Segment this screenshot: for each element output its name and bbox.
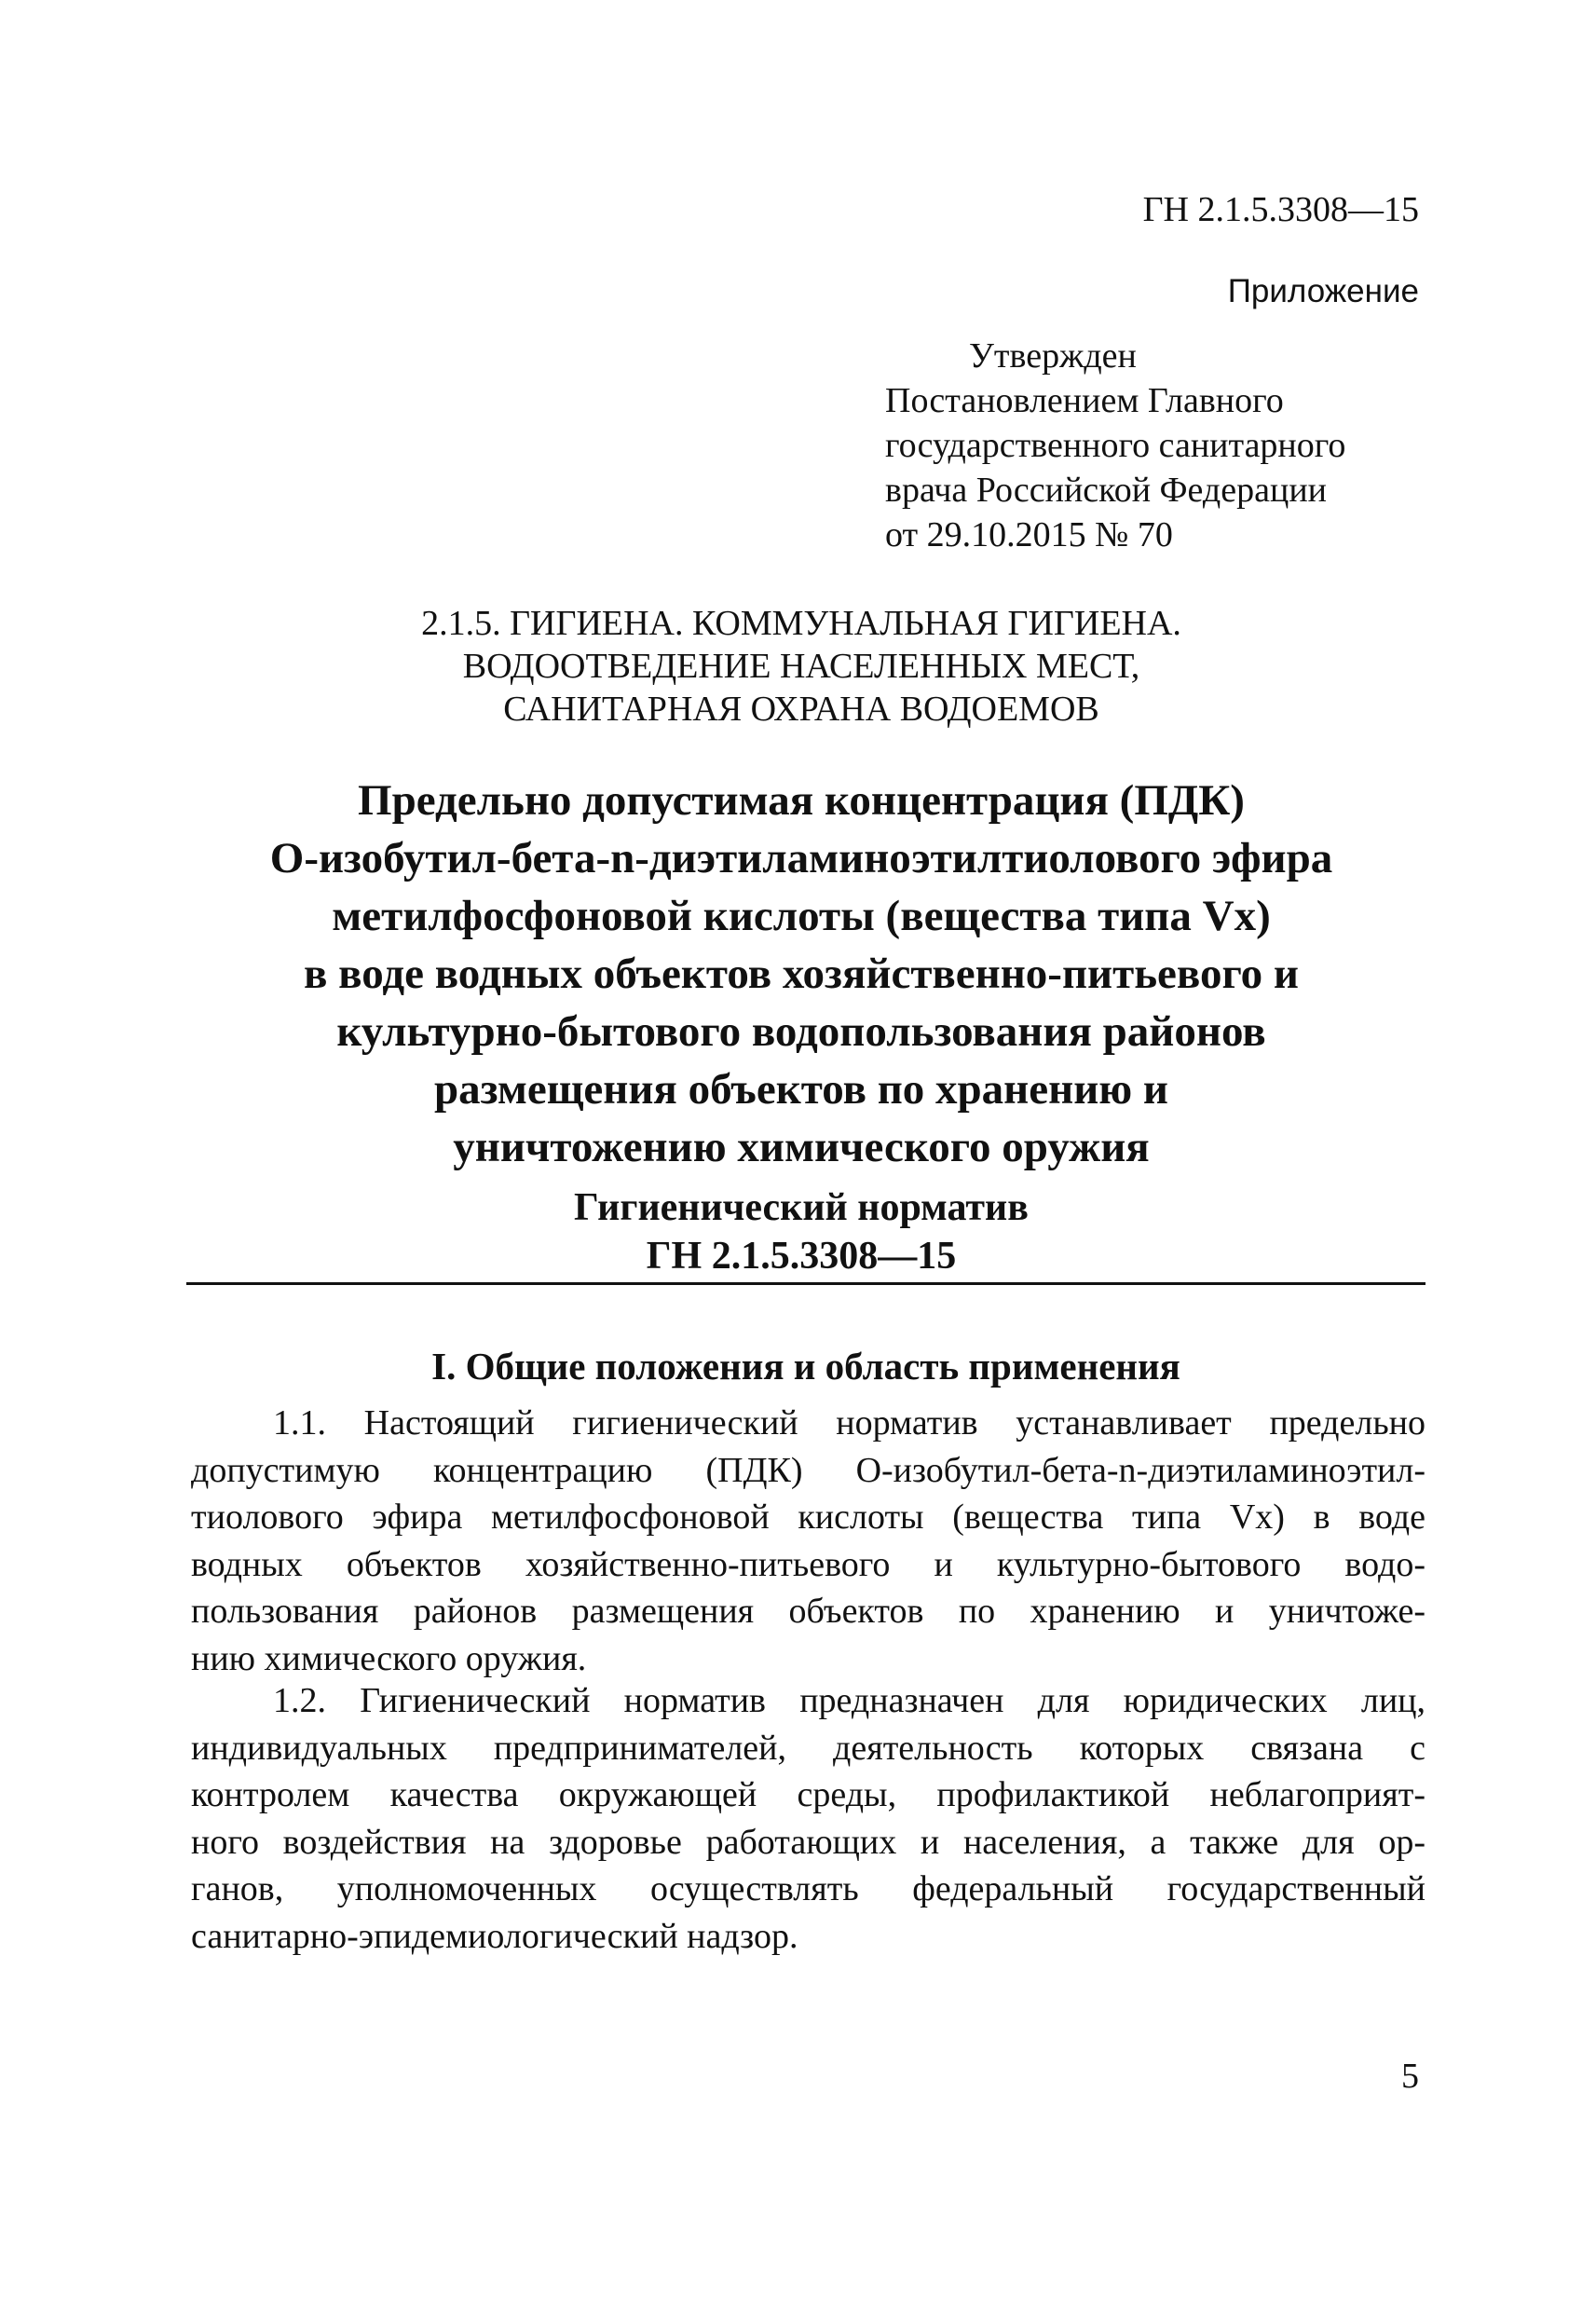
paragraph-line: 1.1. Настоящий гигиенический норматив устанавливает предельно (273, 1403, 1425, 1443)
paragraph-line: индивидуальных предпринимателей, деятельность которых связана с (191, 1728, 1425, 1768)
title-line: Предельно допустимая концентрация (ПДК) (358, 776, 1245, 825)
section-heading (186, 602, 1416, 731)
title-line: О-изобутил-бета-n-диэтиламиноэтилтиолового эфира (269, 834, 1333, 882)
title-line: размещения объектов по хранению и (433, 1065, 1169, 1114)
title-line: уничтожению химического оружия (453, 1123, 1150, 1171)
appendix-label: Приложение (1227, 273, 1419, 309)
title-line: культурно-бытового водопользования районов (336, 1007, 1266, 1056)
page-number: 5 (1401, 2057, 1419, 2096)
paragraph-line: ганов, уполномоченных осуществлять федеральный государственный (191, 1869, 1425, 1908)
approval-line: государственного санитарного (885, 426, 1346, 465)
approval-line: от 29.10.2015 № 70 (885, 515, 1173, 554)
norm-type-label: Гигиенический норматив (574, 1186, 1029, 1229)
paragraph-line: санитарно-эпидемиологический надзор. (191, 1916, 798, 1956)
paragraph-line: пользования районов размещения объектов по хранению и уничтоже- (191, 1592, 1425, 1631)
horizontal-divider (186, 1282, 1425, 1285)
title-line: метилфосфоновой кислоты (вещества типа Vx) (332, 892, 1271, 940)
section-heading-line: 2.1.5. ГИГИЕНА. КОММУНАЛЬНАЯ ГИГИЕНА. (421, 604, 1181, 643)
paragraph-line: водных объектов хозяйственно-питьевого и культурно-бытового водо- (191, 1544, 1425, 1584)
section-title: I. Общие положения и область применения (431, 1345, 1180, 1388)
document-code-header: ГН 2.1.5.3308—15 (1142, 190, 1419, 229)
approval-block (885, 334, 1444, 557)
paragraph-line: нию химического оружия. (191, 1638, 587, 1678)
document-title (186, 772, 1416, 1176)
paragraph-line: тиолового эфира метилфосфоновой кислоты (вещества типа Vx) в воде (191, 1497, 1425, 1537)
paragraph-1-1 (191, 1400, 1425, 1682)
section-heading-line: САНИТАРНАЯ ОХРАНА ВОДОЕМОВ (503, 690, 1099, 729)
paragraph-line: контролем качества окружающей среды, профилактикой неблагоприят- (191, 1775, 1425, 1814)
norm-designation (186, 1183, 1416, 1280)
title-line: в воде водных объектов хозяйственно-питьевого и (304, 950, 1299, 998)
approval-line: Постановлением Главного (885, 381, 1284, 420)
approval-line: Утвержден (969, 336, 1137, 376)
paragraph-line: допустимую концентрацию (ПДК) О-изобутил-бета-n-диэтиламиноэтил- (191, 1450, 1425, 1490)
norm-code: ГН 2.1.5.3308—15 (646, 1235, 957, 1278)
approval-line: врача Российской Федерации (885, 471, 1327, 510)
paragraph-1-2 (191, 1677, 1425, 1960)
paragraph-line: 1.2. Гигиенический норматив предназначен для юридических лиц, (273, 1681, 1425, 1720)
paragraph-line: ного воздействия на здоровье работающих и населения, а также для ор- (191, 1822, 1425, 1862)
section-heading-line: ВОДООТВЕДЕНИЕ НАСЕЛЕННЫХ МЕСТ, (462, 647, 1140, 686)
